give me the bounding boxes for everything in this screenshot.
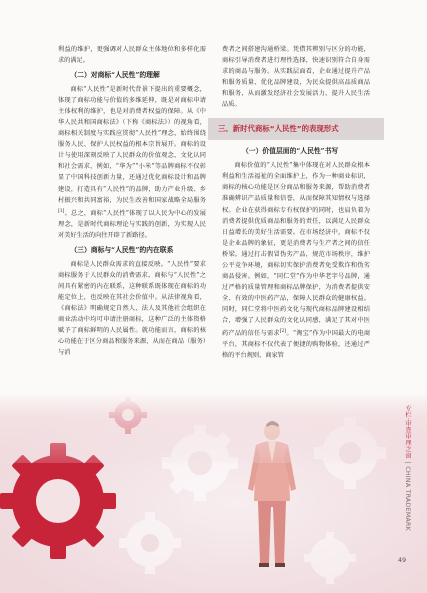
paragraph-value (222, 160, 370, 361)
section-heading-relation: （三）商标与“人民性”的内在联系 (70, 245, 174, 254)
paragraph-continued-right: 费者之间搭建沟通桥梁。凭借其辨别与区分的功能，商标引导消费者进行理性选择，快速识别符合自身需求的商品与服务。从实践层面看，企业通过提升产品和服务质量、优化品牌建设，为民众提供高品质商品和服务，从而激发经济社会发展活力，提升人民生活品质。 (222, 46, 370, 109)
paragraph-continued: 利益的维护，更强调对人民群众主体地位和多样化需求的满足。 (58, 46, 206, 65)
left-column (58, 44, 206, 358)
paragraph-relation: 商标是人民群众需求的直接反映。“人民性”要求商标服务于人民群众的消费需求。商标与“人民性”之间具有紧密的内在联系，这种联系既体现在商标的功能定位上，也反映在其社会价值中。从法律视角看，《商标法》明确规定自然人、法人及其他社会组织在商业活动中均可申请注册商标，这种广泛的主体资格赋予了商标鲜明的人民属性。就功能而言，商标的核心功能在于区分商品和服务来源，从而在商品（服务）与消 (58, 260, 206, 357)
page-number: 49 (397, 556, 407, 564)
gears-illustration (0, 393, 427, 593)
side-label-column: 专栏·审查审理之窗 (404, 405, 411, 460)
fade-overlay (0, 393, 427, 463)
section-heading-understanding: （二）对商标“人民性”的理解 (70, 71, 160, 80)
section-title-band (208, 118, 384, 140)
paragraph-text: 商标价值的“人民性”集中体现在对人民群众根本利益和生活福祉的全面维护上，作为一种商业标识，商标的核心功能是区分商品和服务来源，帮助消费者准确辨识产品质量和信誉，从而保障其知情权与选择权。企业在获得商标专有权保护的同时，也肩负着为消费者提供优质商品和服务的责任，以满足人民群众日益增长的美好生活需要。在市场经济中，商标不仅是企业品牌的象征，更是消费者与生产者之间的信任桥梁。通过打击假冒伪劣产品，规范市场秩序，维护公平竞争环境，商标切实保护消费者免受欺诈和伪劣商品侵害。例如，“同仁堂”作为中华老字号品牌，通过严格的质量管理和商标品牌保护，为消费者提供安全、有效的中医药产品，保障人民群众的健康权益。同时，同仁堂将中医药文化与现代商标品牌建设相结合，增强了人民群众的文化认同感，满足了其对中医药产品的信任与需求 (222, 162, 370, 338)
footnote-ref: [2] (279, 329, 287, 335)
side-label-magazine: | CHINA TRADEMARK (404, 459, 411, 531)
sub-heading-value: （一）价值层面的“人民性”书写 (242, 147, 339, 156)
section-title: 三、新时代商标“人民性”的表现形式 (218, 124, 339, 134)
footnote-ref: [1] (58, 208, 65, 214)
paragraph-text-tail: 。总之，商标“人民性”体现了以人民为中心的发展理念，是新时代商标理论与实践的创新，为实现人民对美好生活的向往开辟了新路径。 (58, 209, 206, 239)
paragraph-text-tail: 。“淘宝”作为中国最大的电商平台，其商标不仅代表了便捷的购物体验，还通过严格的平台规则，商家管 (222, 330, 371, 360)
paragraph-understanding (58, 84, 206, 241)
right-column (218, 44, 371, 361)
side-running-label (398, 405, 412, 555)
paragraph-text: 商标“人民性”是新时代背景下提出的重要概念，体现了商标功能与价值的多维延伸，既是对商标申请主体权利的维护，也是对消费者权益的保障。从《中华人民共和国商标法》（下称《商标法》）的视角看，商标相关制度与实践应贯彻“人民性”理念，始终围绕服务人民、保护人民权益的根本宗旨展开。商标的设计与使用深刻反映了人民群众的价值观念、文化认同和社会需求，例如，“华为”“小米”等品牌商标不仅彰显了中国科技创新力量，还通过优化商标设计和品牌建设，打造具有“人民性”的品牌，助力产业升级、乡村振兴和共同富裕，为民生改善和国家战略全局服务 (58, 86, 206, 204)
